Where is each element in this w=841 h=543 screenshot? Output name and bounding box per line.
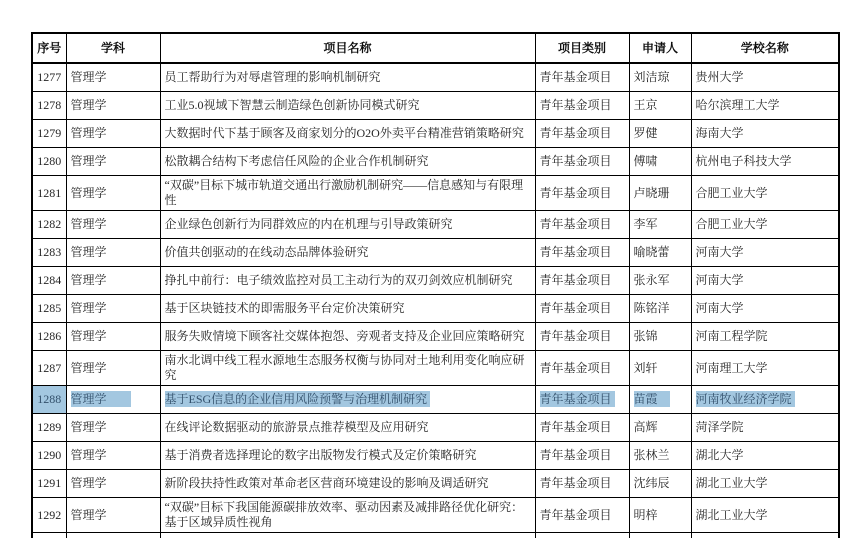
cell-applicant — [629, 92, 691, 120]
cell-text-applicant: 罗健 — [633, 126, 658, 140]
cell-applicant — [629, 414, 691, 442]
cell-text-category: 青年基金项目 — [539, 126, 612, 140]
cell-text-project: 挣扎中前行：电子绩效监控对员工主动行为的双刃剑效应机制研究 — [164, 273, 513, 287]
cell-text-category: 青年基金项目 — [539, 154, 612, 168]
cell-project — [160, 63, 535, 92]
cell-applicant — [629, 323, 691, 351]
cell-text-category: 青年基金项目 — [540, 391, 615, 407]
cell-text-applicant: 张永军 — [633, 273, 670, 287]
cell-category — [535, 211, 629, 239]
cell-text-project: 大数据时代下基于顾客及商家划分的O2O外卖平台精准营销策略研究 — [164, 126, 524, 140]
cell-text-project: 南水北调中线工程水源地生态服务权衡与协同对土地利用变化响应研究 — [164, 353, 525, 382]
cell-applicant — [629, 351, 691, 386]
cell-text-category: 青年基金项目 — [539, 420, 612, 434]
cell-applicant — [629, 211, 691, 239]
cell-text-index: 1283 — [37, 245, 62, 259]
cell-discipline — [66, 92, 160, 120]
cell-index — [32, 351, 66, 386]
cell-text-index: 1278 — [37, 98, 62, 112]
cell-project — [160, 267, 535, 295]
cell-text-school: 河南大学 — [695, 273, 744, 287]
cell-text-category: 青年基金项目 — [539, 273, 612, 287]
table-row[interactable] — [32, 63, 839, 92]
cell-text-applicant: 刘轩 — [633, 360, 658, 375]
cell-text-index: 1291 — [37, 476, 62, 490]
cell-text-category: 青年基金项目 — [539, 185, 612, 200]
cell-text-category: 青年基金项目 — [539, 70, 612, 84]
cell-text-project: “双碳”目标下城市轨道交通出行激励机制研究——信息感知与有限理性 — [164, 178, 524, 207]
cell-text-category: 青年基金项目 — [539, 329, 612, 343]
cell-category — [535, 386, 629, 414]
cell-text-project: 基于ESG信息的企业信用风险预警与治理机制研究 — [165, 391, 431, 407]
cell-category — [535, 414, 629, 442]
cell-text-discipline: 管理学 — [70, 98, 107, 112]
cell-text-project: 松散耦合结构下考虑信任风险的企业合作机制研究 — [164, 154, 429, 168]
cell-school — [691, 267, 839, 295]
cell-text-school: 合肥工业大学 — [695, 217, 768, 231]
cell-text-discipline: 管理学 — [70, 329, 107, 343]
cell-text-discipline: 管理学 — [70, 70, 107, 84]
cell-text-discipline: 管理学 — [71, 391, 131, 407]
cell-school — [691, 148, 839, 176]
cell-cutoff — [691, 533, 839, 539]
cell-text-index: 1287 — [37, 360, 62, 375]
table-header-row — [32, 33, 839, 63]
table-row[interactable] — [32, 351, 839, 386]
cell-text-applicant: 卢晓珊 — [633, 185, 670, 200]
cell-text-school: 河南大学 — [695, 301, 744, 315]
cell-text-discipline: 管理学 — [70, 126, 107, 140]
table-row[interactable] — [32, 323, 839, 351]
cell-text-index: 1279 — [37, 126, 62, 140]
cell-text-category: 青年基金项目 — [539, 360, 612, 375]
cell-project — [160, 442, 535, 470]
cell-text-index: 1280 — [37, 154, 62, 168]
cell-text-category: 青年基金项目 — [539, 448, 612, 462]
cell-category — [535, 267, 629, 295]
cell-text-applicant: 喻晓蕾 — [633, 245, 670, 259]
cell-project — [160, 92, 535, 120]
column-header-applicant: 申请人 — [629, 33, 691, 63]
column-header-project: 项目名称 — [160, 33, 535, 63]
cell-text-index: 1281 — [37, 185, 62, 200]
cell-school — [691, 498, 839, 533]
cell-school — [691, 92, 839, 120]
cell-project — [160, 498, 535, 533]
cell-category — [535, 295, 629, 323]
cell-category — [535, 120, 629, 148]
cell-index — [32, 148, 66, 176]
cell-category — [535, 92, 629, 120]
cell-applicant — [629, 176, 691, 211]
cell-school — [691, 386, 839, 414]
cell-discipline — [66, 386, 160, 414]
cell-text-discipline: 管理学 — [70, 217, 107, 231]
cell-applicant — [629, 63, 691, 92]
table-row[interactable] — [32, 442, 839, 470]
cell-category — [535, 442, 629, 470]
cell-text-category: 青年基金项目 — [539, 476, 612, 490]
cell-applicant — [629, 470, 691, 498]
cell-text-discipline: 管理学 — [70, 507, 107, 522]
cell-text-discipline: 管理学 — [70, 301, 107, 315]
cell-project — [160, 120, 535, 148]
cell-discipline — [66, 176, 160, 211]
cell-discipline — [66, 351, 160, 386]
column-header-school: 学校名称 — [691, 33, 839, 63]
cell-text-school: 哈尔滨理工大学 — [695, 98, 780, 112]
table-row[interactable] — [32, 176, 839, 211]
cell-text-discipline: 管理学 — [70, 273, 107, 287]
column-header-index: 序号 — [32, 33, 66, 63]
table-row-highlighted[interactable] — [32, 386, 839, 414]
cell-index — [32, 176, 66, 211]
cell-text-applicant: 王京 — [633, 98, 658, 112]
cell-school — [691, 470, 839, 498]
cell-text-index: 1282 — [37, 217, 62, 231]
cell-index — [32, 386, 66, 414]
cell-text-school: 河南牧业经济学院 — [696, 391, 795, 407]
cell-text-index: 1288 — [37, 392, 62, 406]
cell-applicant — [629, 148, 691, 176]
projects-table — [31, 32, 840, 538]
cell-project — [160, 470, 535, 498]
cell-category — [535, 239, 629, 267]
cell-project — [160, 323, 535, 351]
cell-text-school: 杭州电子科技大学 — [695, 154, 792, 168]
cell-index — [32, 323, 66, 351]
cell-index — [32, 63, 66, 92]
cell-school — [691, 120, 839, 148]
cell-applicant — [629, 442, 691, 470]
cell-text-index: 1290 — [37, 448, 62, 462]
cell-school — [691, 239, 839, 267]
cell-index — [32, 414, 66, 442]
cell-applicant — [629, 267, 691, 295]
cell-text-applicant: 刘洁琼 — [633, 70, 670, 84]
cell-text-school: 贵州大学 — [695, 70, 744, 84]
cell-discipline — [66, 323, 160, 351]
column-header-discipline: 学科 — [66, 33, 160, 63]
table-row[interactable] — [32, 295, 839, 323]
cell-school — [691, 323, 839, 351]
table-row[interactable] — [32, 239, 839, 267]
cell-text-applicant: 傅啸 — [633, 154, 658, 168]
cell-school — [691, 351, 839, 386]
cell-text-discipline: 管理学 — [70, 420, 107, 434]
cell-text-index: 1277 — [37, 70, 62, 84]
cell-text-index: 1292 — [37, 507, 62, 522]
cell-applicant — [629, 295, 691, 323]
cell-category — [535, 63, 629, 92]
table-row[interactable] — [32, 211, 839, 239]
cell-applicant — [629, 120, 691, 148]
cell-text-applicant: 苗霞 — [634, 391, 670, 407]
cell-text-category: 青年基金项目 — [539, 98, 612, 112]
cell-discipline — [66, 267, 160, 295]
cell-text-discipline: 管理学 — [70, 245, 107, 259]
cell-text-applicant: 沈纬辰 — [633, 476, 670, 490]
cell-project — [160, 386, 535, 414]
table-row[interactable] — [32, 498, 839, 533]
cell-index — [32, 498, 66, 533]
cell-discipline — [66, 442, 160, 470]
cell-text-index: 1284 — [37, 273, 62, 287]
cell-project — [160, 414, 535, 442]
cell-discipline — [66, 498, 160, 533]
cell-text-project: 基于消费者选择理论的数字出版物发行模式及定价策略研究 — [164, 448, 477, 462]
table-row[interactable] — [32, 267, 839, 295]
cell-text-discipline: 管理学 — [70, 448, 107, 462]
cell-discipline — [66, 63, 160, 92]
table-row[interactable] — [32, 414, 839, 442]
cell-text-project: 新阶段扶持性政策对革命老区营商环境建设的影响及调适研究 — [164, 476, 489, 490]
table-row[interactable] — [32, 470, 839, 498]
cell-text-project: 在线评论数据驱动的旅游景点推荐模型及应用研究 — [164, 420, 429, 434]
cell-applicant — [629, 498, 691, 533]
cell-index — [32, 442, 66, 470]
cell-school — [691, 414, 839, 442]
cell-text-discipline: 管理学 — [70, 360, 107, 375]
cell-text-school: 菏泽学院 — [695, 420, 744, 434]
cell-discipline — [66, 470, 160, 498]
cell-category — [535, 351, 629, 386]
cell-text-school: 合肥工业大学 — [695, 185, 768, 200]
cell-text-project: “双碳”目标下我国能源碳排放效率、驱动因素及减排路径优化研究：基于区域异质性视角 — [164, 500, 524, 529]
cell-category — [535, 498, 629, 533]
cell-text-school: 河南工程学院 — [695, 329, 768, 343]
cell-project — [160, 148, 535, 176]
column-header-category: 项目类别 — [535, 33, 629, 63]
cell-index — [32, 92, 66, 120]
cell-text-school: 湖北大学 — [695, 448, 744, 462]
cell-category — [535, 148, 629, 176]
cell-text-project: 工业5.0视域下智慧云制造绿色创新协同模式研究 — [164, 98, 420, 112]
cell-project — [160, 295, 535, 323]
cell-discipline — [66, 148, 160, 176]
cell-school — [691, 295, 839, 323]
cell-text-category: 青年基金项目 — [539, 245, 612, 259]
cell-text-discipline: 管理学 — [70, 154, 107, 168]
cell-index — [32, 267, 66, 295]
cell-text-school: 河南理工大学 — [695, 360, 768, 375]
cell-text-project: 价值共创驱动的在线动态品牌体验研究 — [164, 245, 369, 259]
cell-text-category: 青年基金项目 — [539, 301, 612, 315]
cell-project — [160, 211, 535, 239]
cell-school — [691, 211, 839, 239]
cell-index — [32, 239, 66, 267]
cell-cutoff — [32, 533, 66, 539]
table-row[interactable] — [32, 120, 839, 148]
cell-category — [535, 323, 629, 351]
cell-school — [691, 63, 839, 92]
cell-cutoff — [160, 533, 535, 539]
cell-category — [535, 470, 629, 498]
table-row[interactable] — [32, 92, 839, 120]
cell-discipline — [66, 295, 160, 323]
cell-text-category: 青年基金项目 — [539, 217, 612, 231]
cell-text-category: 青年基金项目 — [539, 507, 612, 522]
cell-index — [32, 120, 66, 148]
cell-text-applicant: 明梓 — [633, 507, 658, 522]
cell-text-school: 河南大学 — [695, 245, 744, 259]
cell-discipline — [66, 414, 160, 442]
table-row-cutoff — [32, 533, 839, 539]
cell-cutoff — [66, 533, 160, 539]
cell-text-applicant: 高辉 — [633, 420, 658, 434]
cell-text-discipline: 管理学 — [70, 476, 107, 490]
cell-text-project: 基于区块链技术的即需服务平台定价决策研究 — [164, 301, 405, 315]
cell-text-project: 服务失败情境下顾客社交媒体抱怨、旁观者支持及企业回应策略研究 — [164, 329, 525, 343]
cell-text-applicant: 张林兰 — [633, 448, 670, 462]
cell-discipline — [66, 211, 160, 239]
cell-text-applicant: 陈铭洋 — [633, 301, 670, 315]
table-row[interactable] — [32, 148, 839, 176]
cell-index — [32, 470, 66, 498]
cell-index — [32, 211, 66, 239]
cell-discipline — [66, 239, 160, 267]
cell-text-project: 员工帮助行为对辱虐管理的影响机制研究 — [164, 70, 381, 84]
cell-school — [691, 176, 839, 211]
cell-project — [160, 351, 535, 386]
cell-text-project: 企业绿色创新行为同群效应的内在机理与引导政策研究 — [164, 217, 453, 231]
cell-text-school: 湖北工业大学 — [695, 476, 768, 490]
cell-project — [160, 176, 535, 211]
cell-text-applicant: 李军 — [633, 217, 658, 231]
cell-applicant — [629, 239, 691, 267]
cell-cutoff — [629, 533, 691, 539]
table-body — [32, 63, 839, 538]
cell-applicant — [629, 386, 691, 414]
cell-school — [691, 442, 839, 470]
cell-discipline — [66, 120, 160, 148]
cell-text-school: 海南大学 — [695, 126, 744, 140]
cell-text-discipline: 管理学 — [70, 185, 107, 200]
cell-category — [535, 176, 629, 211]
cell-text-index: 1286 — [37, 329, 62, 343]
cell-text-school: 湖北工业大学 — [695, 507, 768, 522]
cell-text-index: 1285 — [37, 301, 62, 315]
cell-text-index: 1289 — [37, 420, 62, 434]
cell-project — [160, 239, 535, 267]
cell-index — [32, 295, 66, 323]
cell-text-applicant: 张锦 — [633, 329, 658, 343]
cell-cutoff — [535, 533, 629, 539]
